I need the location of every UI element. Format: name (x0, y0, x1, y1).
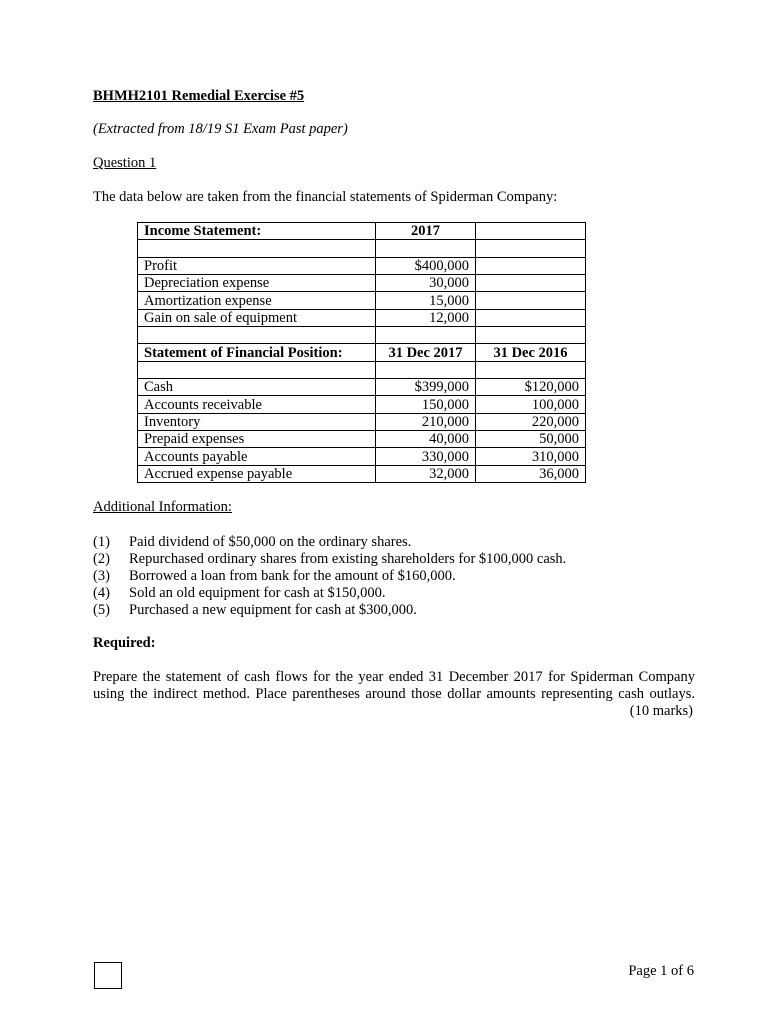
table-row (138, 275, 586, 292)
position-statement-header: Statement of Financial Position: (138, 344, 376, 361)
list-item (93, 551, 566, 568)
additional-info-heading-text: Additional Information (93, 499, 228, 515)
document-subtitle: (Extracted from 18/19 S1 Exam Past paper) (93, 121, 348, 137)
item-text: Borrowed a loan from bank for the amount of $160,000. (129, 568, 456, 584)
item-number: (3) (93, 568, 110, 584)
item-number: (5) (93, 602, 110, 618)
income-statement-header: Income Statement: (138, 223, 376, 240)
item-text: Sold an old equipment for cash at $150,000. (129, 585, 386, 601)
row-value-2016: 100,000 (476, 396, 586, 413)
row-value: 15,000 (376, 292, 476, 309)
row-label: Depreciation expense (138, 275, 376, 292)
row-value-2017: 32,000 (376, 465, 476, 482)
spacer-row (138, 240, 586, 257)
row-value-2016: 310,000 (476, 448, 586, 465)
row-label: Accounts payable (138, 448, 376, 465)
row-value: 30,000 (376, 275, 476, 292)
additional-info-list (93, 534, 566, 619)
item-text: Paid dividend of $50,000 on the ordinary shares. (129, 534, 412, 550)
list-item (93, 602, 566, 619)
intro-text: The data below are taken from the financial statements of Spiderman Company: (93, 189, 558, 205)
row-label: Cash (138, 379, 376, 396)
table-row (138, 292, 586, 309)
row-value-2017: 330,000 (376, 448, 476, 465)
table-row (138, 379, 586, 396)
instructions-line-2: using the indirect method. Place parentheses around those dollar amounts representing cash outlays. (93, 686, 695, 702)
row-label: Prepaid expenses (138, 431, 376, 448)
row-value-2016: 50,000 (476, 431, 586, 448)
instructions-line-1: Prepare the statement of cash flows for the year ended 31 December 2017 for Spiderman Company (93, 669, 695, 685)
table-row (138, 396, 586, 413)
row-value-2017: 210,000 (376, 413, 476, 430)
additional-info-colon: : (227, 499, 232, 515)
table-row (138, 431, 586, 448)
list-item (93, 585, 566, 602)
list-item (93, 568, 566, 585)
position-col-2017: 31 Dec 2017 (376, 344, 476, 361)
row-label: Gain on sale of equipment (138, 309, 376, 326)
table-row (138, 413, 586, 430)
additional-info-heading (93, 499, 232, 516)
table-row (138, 309, 586, 326)
row-label: Accounts receivable (138, 396, 376, 413)
row-value: 12,000 (376, 309, 476, 326)
item-number: (1) (93, 534, 110, 550)
position-header-row (138, 344, 586, 361)
spacer-row (138, 327, 586, 344)
spacer-row (138, 361, 586, 378)
page-number: Page 1 of 6 (628, 963, 694, 979)
checkbox-square (94, 962, 122, 989)
required-heading: Required: (93, 635, 156, 651)
income-header-row (138, 223, 586, 240)
row-label: Inventory (138, 413, 376, 430)
table-row (138, 448, 586, 465)
item-number: (2) (93, 551, 110, 567)
document-title: BHMH2101 Remedial Exercise #5 (93, 88, 305, 104)
row-value-2017: $399,000 (376, 379, 476, 396)
row-label: Accrued expense payable (138, 465, 376, 482)
list-item (93, 534, 566, 551)
question-heading: Question 1 (93, 155, 157, 171)
table-row (138, 257, 586, 274)
row-value-2016: 36,000 (476, 465, 586, 482)
item-text: Purchased a new equipment for cash at $300,000. (129, 602, 417, 618)
item-text: Repurchased ordinary shares from existing shareholders for $100,000 cash. (129, 551, 567, 567)
income-year-header: 2017 (376, 223, 476, 240)
financial-data-table (137, 222, 586, 483)
row-label: Profit (138, 257, 376, 274)
row-value-2016: $120,000 (476, 379, 586, 396)
table-row (138, 465, 586, 482)
item-number: (4) (93, 585, 110, 601)
row-label: Amortization expense (138, 292, 376, 309)
row-value-2017: 40,000 (376, 431, 476, 448)
row-value-2016: 220,000 (476, 413, 586, 430)
position-col-2016: 31 Dec 2016 (476, 344, 586, 361)
row-value-2017: 150,000 (376, 396, 476, 413)
marks-label: (10 marks) (629, 703, 693, 719)
row-value: $400,000 (376, 257, 476, 274)
